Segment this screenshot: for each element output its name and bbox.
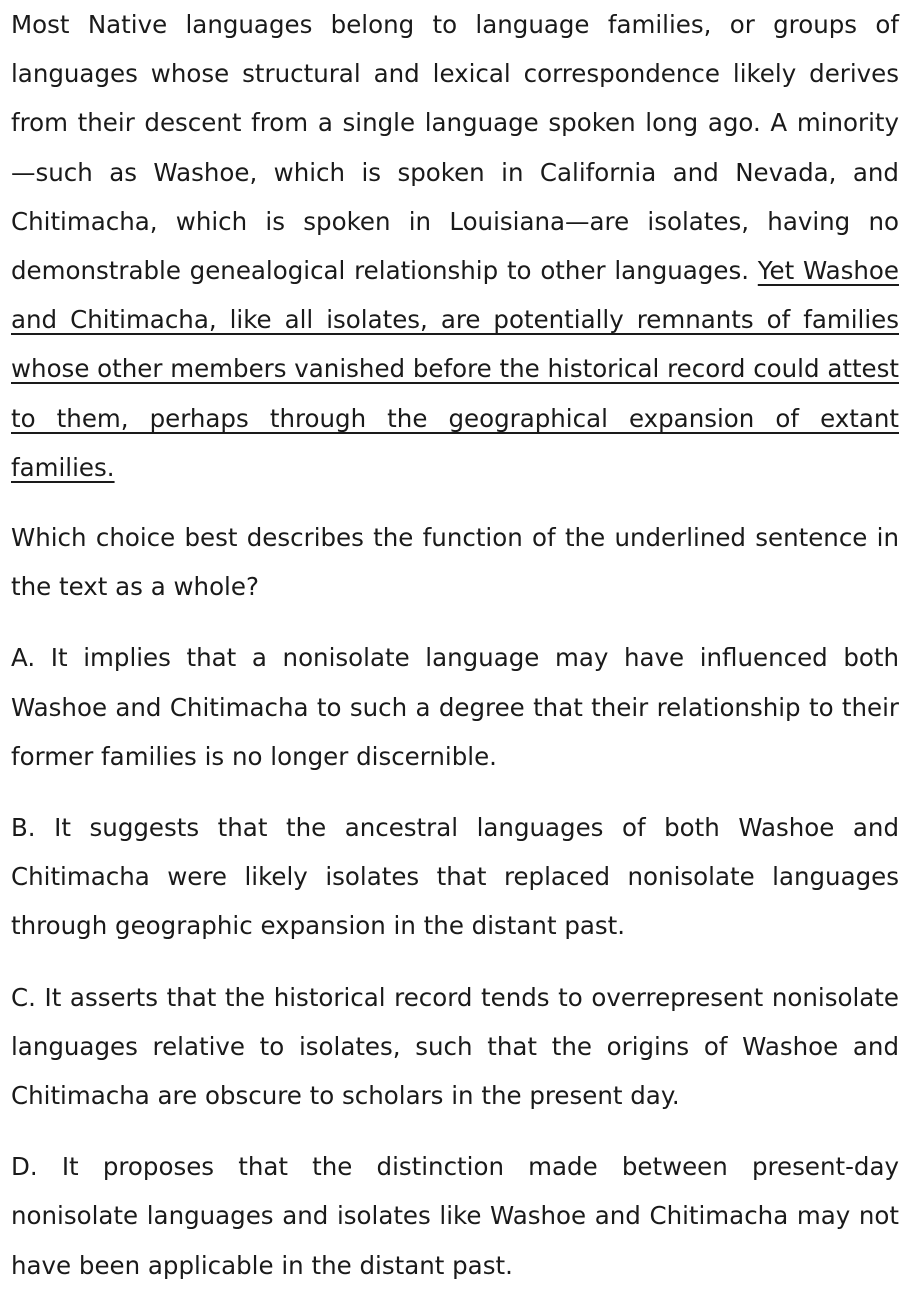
underlined-sentence: Yet Washoe and Chitimacha, like all isolates, are potentially remnants of families whose other members vanished before the historical record could attest to them, perhaps through the geographical expansion of extant families.: [11, 256, 899, 482]
choice-letter: C.: [11, 982, 36, 1012]
choice-text: It proposes that the distinction made between present-day nonisolate languages and isolates like Washoe and Chitimacha may not have been applicable in the distant past.: [11, 1152, 899, 1280]
passage-intro-text: Most Native languages belong to language families, or groups of languages whose structural and lexical correspondence likely derives from their descent from a single language spoken long ago. A minority—such as Washoe, which is spoken in California and Nevada, and Chitimacha, which is spoken in Louisiana—are isolates, having no demonstrable genealogical relationship to other languages.: [11, 10, 899, 286]
choice-text: It suggests that the ancestral languages of both Washoe and Chitimacha were likely isolates that replaced nonisolate languages through geographic expansion in the distant past.: [11, 813, 899, 941]
choice-text: It asserts that the historical record tends to overrepresent nonisolate languages relative to isolates, such that the origins of Washoe and Chitimacha are obscure to scholars in the present day.: [11, 982, 899, 1111]
passage-paragraph: [11, 0, 899, 492]
question-text: Which choice best describes the function of the underlined sentence in the text as a whole?: [11, 523, 899, 602]
answer-choice-d[interactable]: [11, 1142, 899, 1290]
choice-letter: D.: [11, 1152, 38, 1182]
answer-choice-b[interactable]: [11, 803, 899, 951]
choice-text: It implies that a nonisolate language may have influenced both Washoe and Chitimacha to such a degree that their relationship to their former families is no longer discernible.: [11, 643, 899, 771]
choice-letter: B.: [11, 813, 36, 843]
answer-choice-a[interactable]: [11, 633, 899, 781]
answer-choice-c[interactable]: [11, 973, 899, 1121]
choice-letter: A.: [11, 643, 36, 673]
